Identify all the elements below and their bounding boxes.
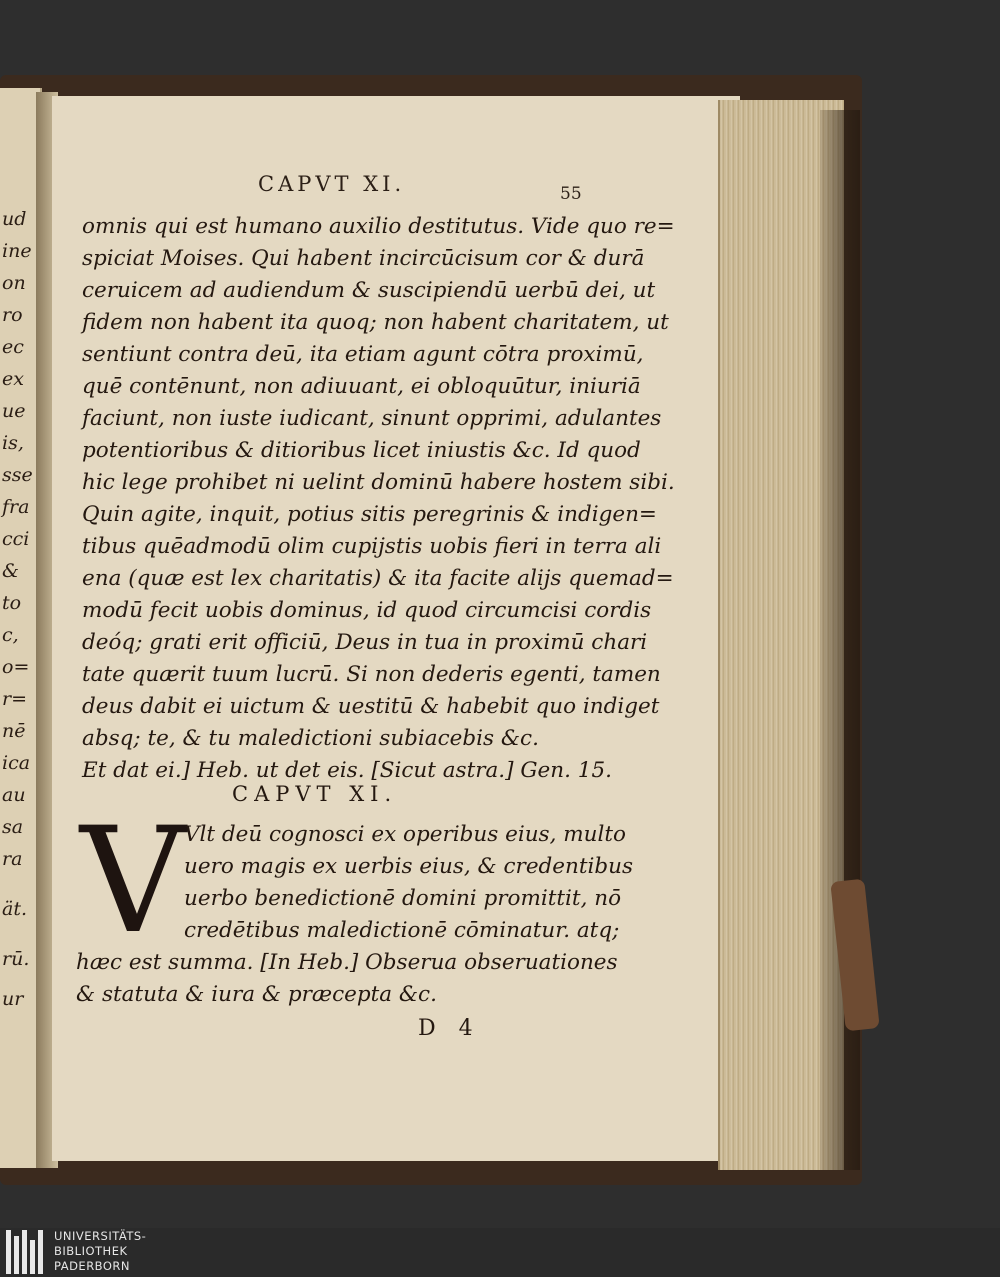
text-line: tate quærit tuum lucrū. Si non dederis egenti, tamen [82, 662, 661, 687]
left-page-fragment-text: ud [2, 208, 27, 230]
signature-mark: D 4 [418, 1016, 481, 1041]
left-page-fragment-text: ra [2, 848, 23, 870]
text-line: tibus quēadmodū olim cupijstis uobis fieri in terra ali [82, 534, 662, 559]
text-line: modū fecit uobis dominus, id quod circumcisi cordis [82, 598, 652, 623]
library-logo-icon [6, 1230, 48, 1274]
left-page-fragment-text: is, [2, 432, 24, 454]
text-line: spiciat Moises. Qui habent incircūcisum cor & durā [82, 246, 645, 271]
left-page-fragment-text: ro [2, 304, 23, 326]
text-line: uero magis ex uerbis eius, & credentibus [184, 854, 634, 879]
text-line: potentioribus & ditioribus licet iniustis &c. Id quod [82, 438, 641, 463]
text-line: & statuta & iura & præcepta &c. [76, 982, 437, 1007]
text-line: Quin agite, inquit, potius sitis peregrinis & indigen= [82, 502, 657, 527]
left-page-fragment-text: cci [2, 528, 30, 550]
text-line: faciunt, non iuste iudicant, sinunt opprimi, adulantes [82, 406, 662, 431]
left-page-fragment-text: & [2, 560, 19, 582]
left-page-fragment-text: sa [2, 816, 24, 838]
page-number: 55 [560, 184, 582, 204]
chapter-heading: CAPVT XI. [232, 782, 398, 806]
left-page-fragment-text: ät. [2, 898, 28, 920]
left-page-fragment-text: au [2, 784, 26, 806]
left-page-fragment-text: nē [2, 720, 26, 742]
text-line: omnis qui est humano auxilio destitutus. Vide quo re= [82, 214, 675, 239]
text-line: credētibus maledictionē cōminatur. atq; [184, 918, 620, 943]
text-line: sentiunt contra deū, ita etiam agunt cōtra proximū, [82, 342, 644, 367]
left-page-fragment-text: ine [2, 240, 32, 262]
text-line: ena (quæ est lex charitatis) & ita facite alijs quemad= [82, 566, 674, 591]
running-head: CAPVT XI. [258, 172, 406, 196]
left-page-fragment-text: ec [2, 336, 24, 358]
text-line: absq; te, & tu maledictioni subiacebis &c. [82, 726, 539, 751]
library-name-line: UNIVERSITÄTS- [54, 1229, 147, 1243]
text-line: ceruicem ad audiendum & suscipiendū uerbū dei, ut [82, 278, 656, 303]
footer-bar [0, 1228, 1000, 1277]
left-page-fragment-text: r= [2, 688, 28, 710]
note-line: Et dat ei.] Heb. ut det eis. [Sicut astra.] Gen. 15. [82, 758, 612, 783]
library-name-line: BIBLIOTHEK [54, 1244, 128, 1258]
text-line: Vlt deū cognosci ex operibus eius, multo [184, 822, 626, 847]
left-page-fragment-text: c, [2, 624, 19, 646]
left-page-fragment-text: sse [2, 464, 33, 486]
left-page-fragment-text: ue [2, 400, 26, 422]
text-line: uerbo benedictionē domini promittit, nō [184, 886, 622, 911]
text-line: fidem non habent ita quoq; non habent charitatem, ut [82, 310, 669, 335]
left-page-fragment-text: ex [2, 368, 24, 390]
text-line: deóq; grati erit officiū, Deus in tua in proximū chari [82, 630, 648, 655]
left-page-fragment-text: ica [2, 752, 31, 774]
drop-cap-initial: V [80, 796, 186, 966]
library-name-line: PADERBORN [54, 1259, 131, 1273]
text-line: quē contēnunt, non adiuuant, ei obloquūtur, iniuriā [82, 374, 641, 399]
text-line: deus dabit ei uictum & uestitū & habebit quo indiget [82, 694, 660, 719]
text-line: hic lege prohibet ni uelint dominū habere hostem sibi. [82, 470, 675, 495]
left-page-fragment-text: o= [2, 656, 30, 678]
left-page-fragment-text: to [2, 592, 22, 614]
left-page-fragment-text: fra [2, 496, 30, 518]
left-page-fragment-text: ur [2, 988, 24, 1010]
left-page-fragment-text: on [2, 272, 26, 294]
left-page-fragment-text: rū. [2, 948, 30, 970]
text-line: hæc est summa. [In Heb.] Obserua obseruationes [76, 950, 618, 975]
